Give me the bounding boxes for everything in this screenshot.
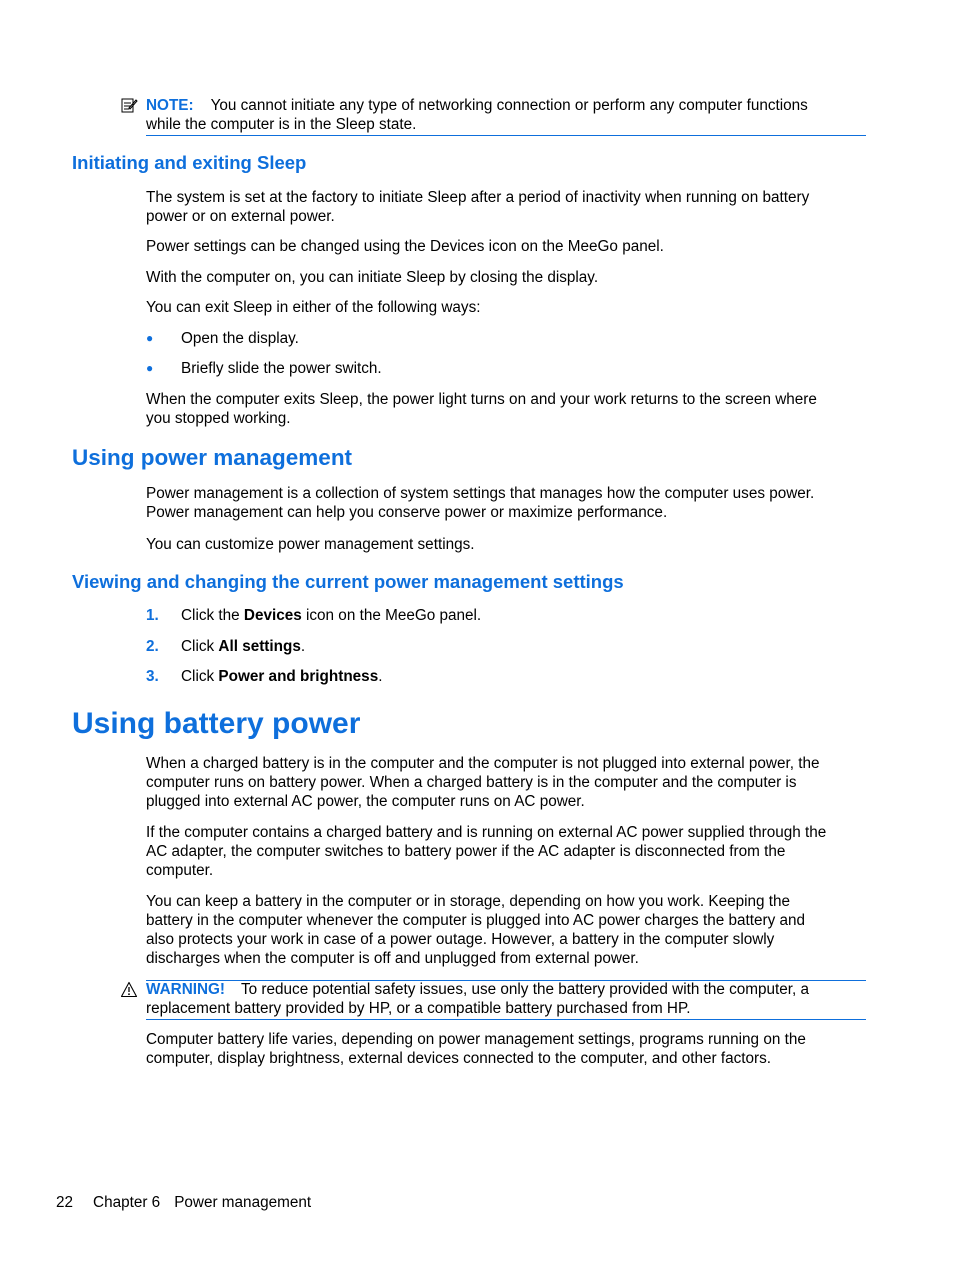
sleep-paragraph-4: You can exit Sleep in either of the following ways: (146, 299, 481, 316)
heading-viewing-settings: Viewing and changing the current power management settings (72, 571, 624, 592)
battery-p1-line: When a charged battery is in the computer and the computer is not plugged into external power, the (146, 755, 820, 772)
power-mgmt-paragraph-2: You can customize power management settings. (146, 536, 475, 553)
power-mgmt-paragraph-1 (146, 484, 866, 522)
note-text-line2: while the computer is in the Sleep state. (146, 116, 417, 133)
footer-chapter: Chapter 6 (93, 1194, 161, 1211)
step-bold: Power and brightness (218, 668, 379, 685)
battery-paragraph-3 (146, 892, 866, 968)
battery-p2-line: computer. (146, 862, 214, 879)
note-rule (146, 135, 866, 136)
warning-icon (120, 981, 138, 998)
footer (56, 1193, 311, 1212)
step-text: icon on the MeeGo panel. (301, 607, 482, 624)
step-item (181, 667, 382, 686)
sleep-paragraph-2: Power settings can be changed using the Devices icon on the MeeGo panel. (146, 238, 664, 255)
step-bold: Devices (243, 607, 302, 624)
warning-label: WARNING! (146, 981, 226, 998)
step-text: Click (181, 638, 219, 655)
sleep-paragraph-1 (146, 188, 866, 226)
step-number: 3. (146, 668, 159, 685)
note-label: NOTE: (146, 97, 194, 114)
battery-p4-line: Computer battery life varies, depending on power management settings, programs running on the (146, 1031, 806, 1048)
warning-rule-bottom (146, 1019, 866, 1020)
sleep-p1-line1: The system is set at the factory to initiate Sleep after a period of inactivity when running on battery (146, 189, 810, 206)
step-item (181, 606, 481, 625)
battery-p4-line: computer, display brightness, external devices connected to the computer, and other factors. (146, 1050, 771, 1067)
sleep-p1-line2: power or on external power. (146, 208, 335, 225)
battery-p3-line: discharges when the computer is off and unplugged from external power. (146, 950, 639, 967)
warning-text-line1: To reduce potential safety issues, use only the battery provided with the computer, a (241, 981, 810, 998)
sleep-p5-line2: you stopped working. (146, 410, 291, 427)
step-item (181, 637, 305, 656)
step-number: 1. (146, 607, 159, 624)
battery-p2-line: If the computer contains a charged battery and is running on external AC power supplied through the (146, 824, 827, 841)
battery-p3-line: You can keep a battery in the computer or in storage, depending on how you work. Keeping the (146, 893, 791, 910)
note-icon (120, 96, 138, 114)
step-bold: All settings (218, 638, 301, 655)
battery-p1-line: computer runs on battery power. When a charged battery is in the computer and the computer is (146, 774, 797, 791)
warning (146, 980, 866, 1018)
sleep-p5-line1: When the computer exits Sleep, the power light turns on and your work returns to the screen where (146, 391, 817, 408)
battery-paragraph-1 (146, 754, 866, 811)
battery-p3-line: also protects your work in case of a power outage. However, a battery in the computer slowly (146, 931, 775, 948)
list-item: Briefly slide the power switch. (181, 360, 382, 377)
battery-p2-line: AC adapter, the computer switches to battery power if the AC adapter is disconnected from the (146, 843, 786, 860)
battery-p1-line: plugged into external AC power, the computer runs on AC power. (146, 793, 585, 810)
power-mgmt-p1-line2: Power management can help you conserve power or maximize performance. (146, 504, 668, 521)
bullet-dot-icon: ● (146, 331, 154, 345)
sleep-paragraph-3: With the computer on, you can initiate Sleep by closing the display. (146, 269, 599, 286)
step-number: 2. (146, 638, 159, 655)
step-text: . (378, 668, 383, 685)
heading-power-management: Using power management (72, 445, 353, 470)
step-text: Click the (181, 607, 244, 624)
battery-p3-line: battery in the computer whenever the computer is plugged into AC power charges the battery and (146, 912, 805, 929)
footer-chapter-title: Power management (174, 1194, 312, 1211)
page-number: 22 (56, 1194, 74, 1211)
battery-paragraph-4 (146, 1030, 866, 1068)
note (146, 96, 866, 134)
step-text: . (300, 638, 306, 655)
heading-battery-power: Using battery power (72, 707, 361, 740)
heading-initiating-sleep: Initiating and exiting Sleep (72, 152, 307, 173)
battery-paragraph-2 (146, 823, 866, 880)
power-mgmt-p1-line1: Power management is a collection of system settings that manages how the computer uses power. (146, 485, 815, 502)
list-item: Open the display. (181, 330, 299, 347)
note-text-line1: You cannot initiate any type of networking connection or perform any computer functions (210, 97, 808, 114)
bullet-dot-icon: ● (146, 361, 154, 375)
warning-text-line2: replacement battery provided by HP, or a compatible battery purchased from HP. (146, 1000, 691, 1017)
sleep-paragraph-5 (146, 390, 866, 428)
step-text: Click (181, 668, 219, 685)
